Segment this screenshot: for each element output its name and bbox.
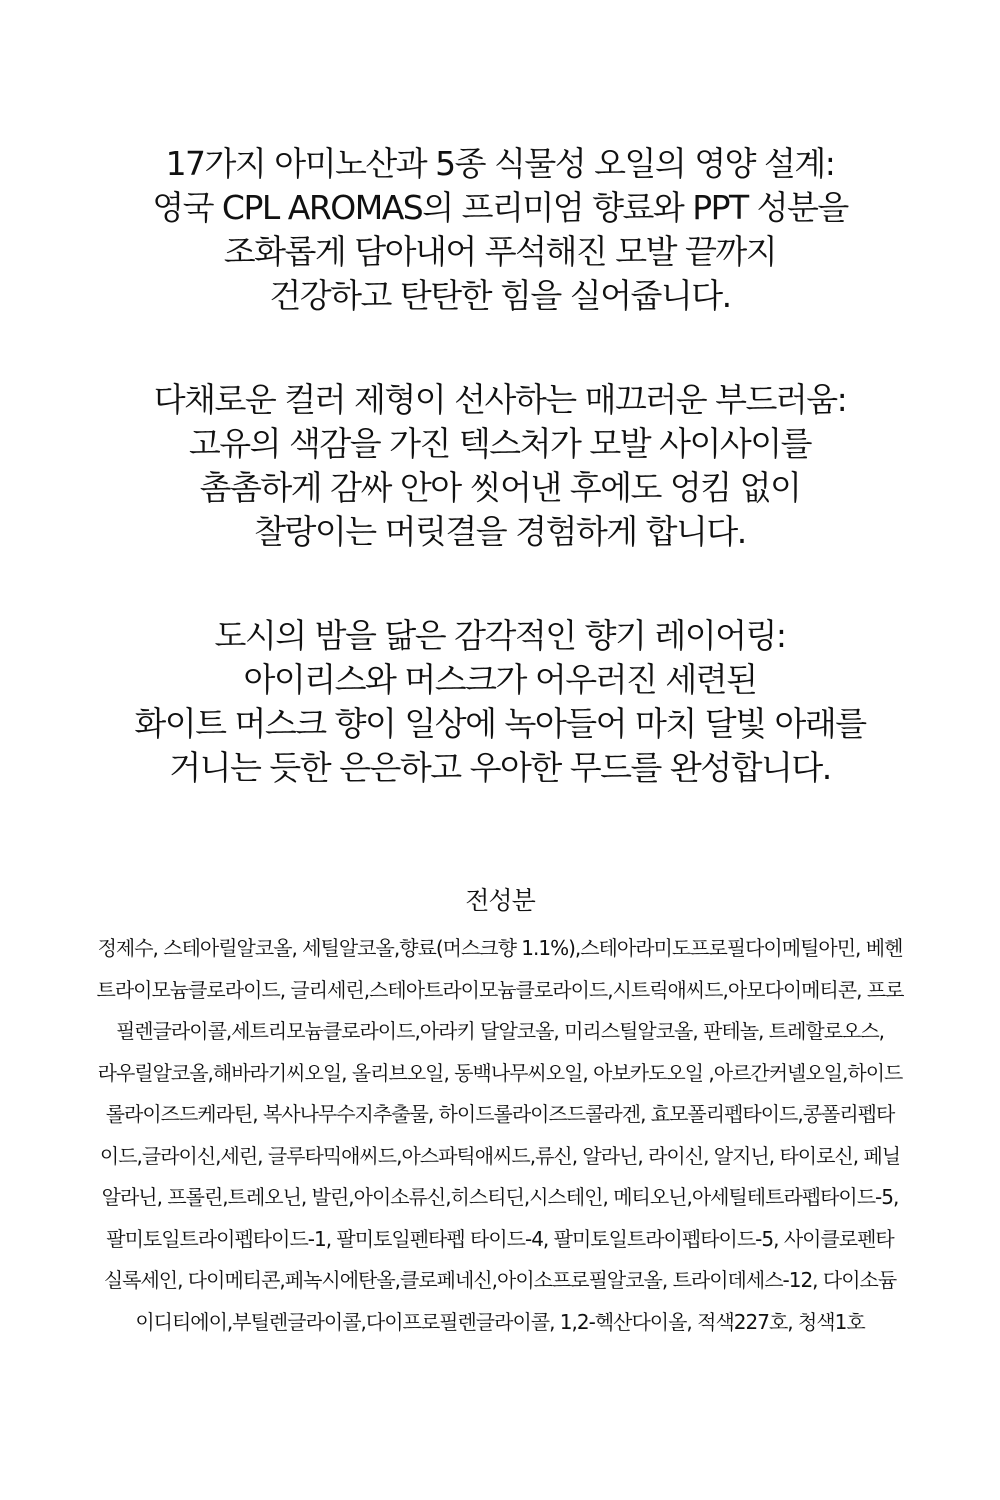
ingredients-line: 필렌글라이콜,세트리모늄클로라이드,아라키 달알코올, 미리스틸알코올, 판테놀, 트레할로오스,: [115, 1019, 885, 1043]
feature-section-texture: [0, 378, 1000, 554]
feature-line: 영국 CPL AROMAS의 프리미엄 향료와 PPT 성분을: [152, 188, 848, 227]
feature-line: 화이트 머스크 향이 일상에 녹아들어 마치 달빛 아래를: [134, 704, 866, 743]
ingredients-line: 팔미토일트라이펩타이드-1, 팔미토일펜타펩 타이드-4, 팔미토일트라이펩타이드-5, 사이클로펜타: [106, 1226, 894, 1251]
ingredients-line: 이드,글라이신,세린, 글루타믹애씨드,아스파틱애씨드,류신, 알라닌, 라이신, 알지닌, 타이로신, 페닐: [99, 1143, 901, 1168]
ingredients-line: 실록세인, 다이메티콘,페녹시에탄올,클로페네신,아이소프로필알코올, 트라이데세스-12, 다이소듐: [103, 1268, 897, 1292]
ingredients-title: 전성분: [465, 886, 535, 915]
feature-section-nutrition: [0, 142, 1000, 318]
feature-line: 다채로운 컬러 제형이 선사하는 매끄러운 부드러움:: [153, 380, 847, 419]
feature-section-fragrance: [0, 614, 1000, 790]
feature-line: 촘촘하게 감싸 안아 씻어낸 후에도 엉킴 없이: [199, 468, 801, 507]
feature-line: 17가지 아미노산과 5종 식물성 오일의 영양 설계:: [165, 144, 835, 183]
ingredients-line: 알라닌, 프롤린,트레오닌, 발린,아이소류신,히스티딘,시스테인, 메티오닌,아세틸테트라펩타이드-5,: [101, 1185, 899, 1209]
feature-line: 도시의 밤을 닮은 감각적인 향기 레이어링:: [214, 616, 786, 655]
feature-line: 건강하고 탄탄한 힘을 실어줍니다.: [269, 276, 731, 315]
ingredients-line: 롤라이즈드케라틴, 복사나무수지추출물, 하이드롤라이즈드콜라겐, 효모폴리펩타이드,콩폴리펩타: [105, 1102, 895, 1126]
feature-line: 조화롭게 담아내어 푸석해진 모발 끝까지: [223, 232, 777, 271]
feature-line: 거니는 듯한 은은하고 우아한 무드를 완성합니다.: [169, 748, 831, 787]
feature-line: 찰랑이는 머릿결을 경험하게 합니다.: [254, 512, 746, 551]
feature-line: 고유의 색감을 가진 텍스처가 모발 사이사이를: [188, 424, 812, 463]
ingredients-line: 라우릴알코올,해바라기씨오일, 올리브오일, 동백나무씨오일, 아보카도오일 ,아르간커넬오일,하이드: [97, 1060, 903, 1085]
ingredients-line: 정제수, 스테아릴알코올, 세틸알코올,향료(머스크향 1.1%),스테아라미도프로필다이메틸아민, 베헨: [97, 936, 903, 960]
feature-line: 아이리스와 머스크가 어우러진 세련된: [243, 660, 757, 699]
ingredients-line: 트라이모늄클로라이드, 글리세린,스테아트라이모늄클로라이드,시트릭애씨드,아모다이메티콘, 프로: [96, 977, 904, 1002]
ingredients-line: 이디티에이,부틸렌글라이콜,다이프로필렌글라이콜, 1,2-헥산다이올, 적색227호, 청색1호: [135, 1309, 865, 1334]
ingredients-list: [0, 884, 1000, 1343]
feature-description: [0, 142, 1000, 850]
